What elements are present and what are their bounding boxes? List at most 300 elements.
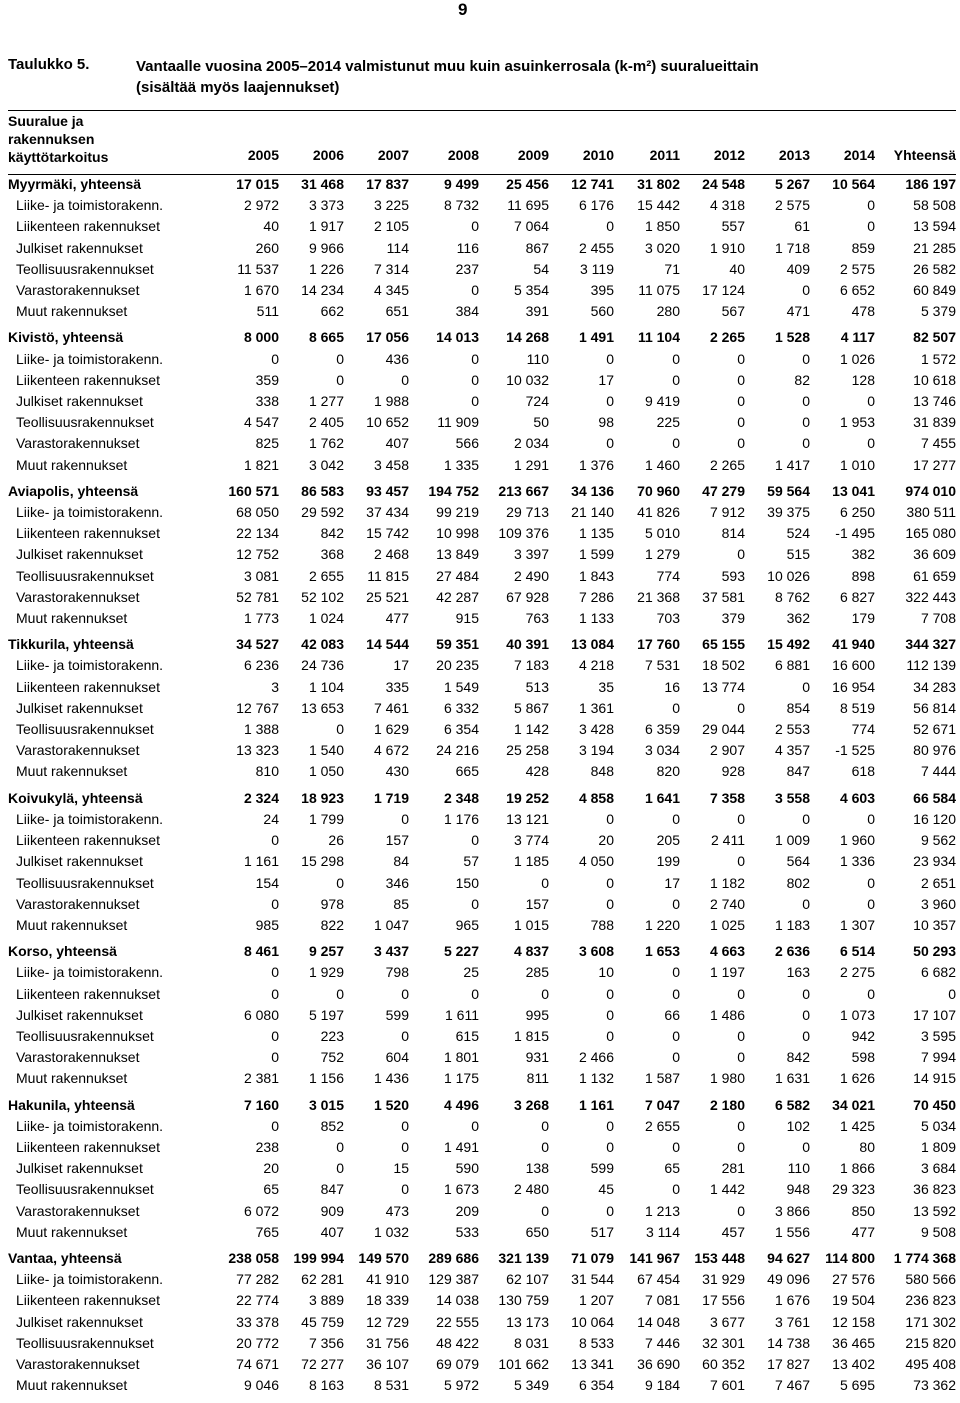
cell-value: 281 xyxy=(721,1160,745,1177)
cell-value: 12 752 xyxy=(236,546,279,563)
cell-value: 5 354 xyxy=(513,282,549,299)
cell-value: 13 323 xyxy=(236,742,279,759)
cell-value: 42 287 xyxy=(436,588,479,605)
cell-value: 0 xyxy=(471,393,479,410)
table-row xyxy=(8,1158,956,1179)
cell-value: 909 xyxy=(320,1202,344,1219)
table-body xyxy=(8,169,956,1396)
row-label: Liike- ja toimistorakenn. xyxy=(16,1117,164,1134)
row-label: Liike- ja toimistorakenn. xyxy=(16,657,164,674)
row-label: Muut rakennukset xyxy=(16,916,128,933)
cell-value: 0 xyxy=(802,895,810,912)
cell-value: 6 354 xyxy=(443,721,479,738)
row-label: Julkiset rakennukset xyxy=(16,853,143,870)
cell-value: 1 572 xyxy=(920,350,956,367)
cell-value: 4 050 xyxy=(578,853,614,870)
cell-value: 26 xyxy=(328,832,344,849)
table-row xyxy=(8,1068,956,1089)
cell-value: 0 xyxy=(606,1027,614,1044)
cell-value: 5 197 xyxy=(308,1006,344,1023)
cell-value: 34 527 xyxy=(236,636,279,653)
row-label: Teollisuusrakennukset xyxy=(16,1181,154,1198)
cell-value: 31 802 xyxy=(637,176,680,192)
cell-value: 65 xyxy=(263,1181,279,1198)
cell-value: 0 xyxy=(471,985,479,1002)
cell-value: 0 xyxy=(541,985,549,1002)
cell-value: 2 265 xyxy=(709,456,745,473)
cell-value: 1 611 xyxy=(445,1006,479,1023)
group-total-row xyxy=(8,1248,956,1269)
row-label: Julkiset rakennukset xyxy=(16,1006,143,1023)
cell-value: 1 047 xyxy=(373,916,409,933)
cell-value: 186 197 xyxy=(905,176,956,192)
cell-value: 102 xyxy=(786,1117,810,1134)
cell-value: 40 xyxy=(729,260,745,277)
cell-value: 0 xyxy=(867,197,875,214)
cell-value: 153 448 xyxy=(694,1249,745,1266)
cell-value: 37 434 xyxy=(366,504,409,521)
cell-value: 662 xyxy=(320,303,344,320)
cell-value: 31 544 xyxy=(571,1271,614,1288)
cell-value: 0 xyxy=(672,895,680,912)
cell-value: 11 695 xyxy=(507,197,549,214)
cell-value: 898 xyxy=(851,567,875,584)
cell-value: 2 381 xyxy=(243,1070,279,1087)
cell-value: 1 207 xyxy=(578,1292,614,1309)
cell-value: 1 213 xyxy=(644,1202,680,1219)
row-label: Teollisuusrakennukset xyxy=(16,414,154,431)
cell-value: 10 998 xyxy=(436,525,479,542)
cell-value: 2 740 xyxy=(709,895,745,912)
cell-value: 9 966 xyxy=(308,239,344,256)
cell-value: 13 774 xyxy=(702,678,745,695)
cell-value: 1 307 xyxy=(839,916,875,933)
cell-value: 1 024 xyxy=(308,610,344,627)
cell-value: 0 xyxy=(606,985,614,1002)
cell-value: 9 419 xyxy=(644,393,680,410)
cell-value: 9 562 xyxy=(920,832,956,849)
cell-value: 0 xyxy=(737,1027,745,1044)
cell-value: 8 461 xyxy=(243,943,279,960)
cell-value: 59 564 xyxy=(767,482,810,499)
cell-value: 4 318 xyxy=(709,197,745,214)
cell-value: 40 391 xyxy=(506,636,549,653)
cell-value: 24 548 xyxy=(702,176,745,192)
cell-value: 1 009 xyxy=(774,832,810,849)
cell-value: -1 525 xyxy=(835,742,875,759)
cell-value: 0 xyxy=(471,282,479,299)
cell-value: 238 xyxy=(255,1138,279,1155)
cell-value: 7 455 xyxy=(920,435,956,452)
cell-value: 0 xyxy=(401,985,409,1002)
cell-value: 1 718 xyxy=(774,239,810,256)
cell-value: 598 xyxy=(851,1049,875,1066)
cell-value: 1 917 xyxy=(308,218,344,235)
cell-value: 811 xyxy=(526,1070,549,1087)
cell-value: 25 456 xyxy=(506,176,549,192)
table-row xyxy=(8,698,956,719)
cell-value: 101 662 xyxy=(498,1355,549,1372)
cell-value: 1 161 xyxy=(243,853,279,870)
cell-value: 1 073 xyxy=(839,1006,875,1023)
table-header-row xyxy=(8,112,956,169)
cell-value: 17 015 xyxy=(236,176,279,192)
cell-value: 7 912 xyxy=(709,504,745,521)
cell-value: 24 216 xyxy=(436,742,479,759)
cell-value: 0 xyxy=(802,985,810,1002)
cell-value: 65 155 xyxy=(702,636,745,653)
cell-value: 513 xyxy=(525,678,549,695)
cell-value: 1 653 xyxy=(644,943,680,960)
cell-value: 0 xyxy=(737,1117,745,1134)
cell-value: 3 866 xyxy=(774,1202,810,1219)
cell-value: 13 746 xyxy=(913,393,956,410)
cell-value: 15 442 xyxy=(637,197,680,214)
cell-value: 70 960 xyxy=(637,482,680,499)
row-label: Myyrmäki, yhteensä xyxy=(8,176,142,192)
caption-title-line-1: Vantaalle vuosina 2005–2014 valmistunut muu kuin asuinkerrosala (k-m²) suuralueittain xyxy=(136,58,759,75)
row-label: Liikenteen rakennukset xyxy=(16,832,160,849)
cell-value: 10 618 xyxy=(913,371,956,388)
cell-value: 3 458 xyxy=(373,456,409,473)
cell-value: 59 351 xyxy=(436,636,479,653)
cell-value: 0 xyxy=(336,1160,344,1177)
cell-value: 11 815 xyxy=(367,567,409,584)
cell-value: 1 629 xyxy=(373,721,409,738)
row-label: Liike- ja toimistorakenn. xyxy=(16,810,164,827)
cell-value: 110 xyxy=(787,1160,810,1177)
cell-value: 1 142 xyxy=(513,721,549,738)
cell-value: 39 375 xyxy=(767,504,810,521)
row-label: Teollisuusrakennukset xyxy=(16,567,154,584)
cell-value: 36 465 xyxy=(832,1334,875,1351)
cell-value: 36 690 xyxy=(637,1355,680,1372)
cell-value: 19 252 xyxy=(506,789,549,806)
row-label: Korso, yhteensä xyxy=(8,943,117,960)
cell-value: 1 010 xyxy=(839,456,875,473)
cell-value: 9 508 xyxy=(920,1223,956,1240)
cell-value: 604 xyxy=(385,1049,409,1066)
cell-value: 0 xyxy=(672,350,680,367)
cell-value: 12 158 xyxy=(832,1313,875,1330)
cell-value: 109 376 xyxy=(498,525,549,542)
cell-value: 0 xyxy=(867,218,875,235)
cell-value: 1 587 xyxy=(644,1070,680,1087)
cell-value: 56 814 xyxy=(913,699,956,716)
cell-value: 1 549 xyxy=(443,678,479,695)
cell-value: 14 038 xyxy=(436,1292,479,1309)
cell-value: 10 652 xyxy=(366,414,409,431)
cell-value: 6 514 xyxy=(839,943,875,960)
cell-value: 61 xyxy=(794,218,810,235)
cell-value: 7 047 xyxy=(644,1096,680,1113)
cell-value: 0 xyxy=(541,874,549,891)
cell-value: 6 354 xyxy=(578,1377,614,1394)
cell-value: 428 xyxy=(525,763,549,780)
cell-value: 280 xyxy=(656,303,680,320)
cell-value: 52 671 xyxy=(913,721,956,738)
cell-value: 0 xyxy=(867,985,875,1002)
cell-value: 67 928 xyxy=(506,588,549,605)
cell-value: 1 026 xyxy=(839,350,875,367)
table-row xyxy=(8,370,956,391)
cell-value: 215 820 xyxy=(905,1334,956,1351)
row-label: Julkiset rakennukset xyxy=(16,699,143,716)
cell-value: 6 652 xyxy=(839,282,875,299)
cell-value: 2 972 xyxy=(243,197,279,214)
cell-value: 16 xyxy=(664,678,680,695)
cell-value: 0 xyxy=(401,1138,409,1155)
cell-value: 0 xyxy=(672,1181,680,1198)
cell-value: 27 484 xyxy=(436,567,479,584)
caption-title-line-2: (sisältää myös laajennukset) xyxy=(136,79,340,96)
cell-value: 0 xyxy=(672,1027,680,1044)
cell-value: 2 348 xyxy=(443,789,479,806)
cell-value: 814 xyxy=(721,525,745,542)
cell-value: 260 xyxy=(255,239,279,256)
row-label: Varastorakennukset xyxy=(16,282,140,299)
cell-value: 0 xyxy=(336,874,344,891)
cell-value: 0 xyxy=(541,1138,549,1155)
cell-value: 10 357 xyxy=(913,916,956,933)
cell-value: 223 xyxy=(320,1027,344,1044)
cell-value: 149 570 xyxy=(358,1249,409,1266)
cell-value: 41 940 xyxy=(832,636,875,653)
cell-value: 1 336 xyxy=(839,853,875,870)
row-label: Teollisuusrakennukset xyxy=(16,1027,154,1044)
cell-value: 0 xyxy=(737,810,745,827)
cell-value: 0 xyxy=(867,435,875,452)
cell-value: 798 xyxy=(385,964,409,981)
cell-value: 1 133 xyxy=(578,610,614,627)
cell-value: 29 713 xyxy=(506,504,549,521)
row-label: Teollisuusrakennukset xyxy=(16,721,154,738)
row-label: Teollisuusrakennukset xyxy=(16,260,154,277)
cell-value: 3 960 xyxy=(920,895,956,912)
cell-value: 285 xyxy=(525,964,549,981)
cell-value: 1 460 xyxy=(644,456,680,473)
table-row xyxy=(8,1375,956,1396)
cell-value: 74 671 xyxy=(236,1355,279,1372)
header-col-2009: 2009 xyxy=(517,146,549,163)
cell-value: 36 609 xyxy=(913,546,956,563)
cell-value: 6 236 xyxy=(243,657,279,674)
cell-value: 0 xyxy=(737,546,745,563)
table-row xyxy=(8,412,956,433)
cell-value: 13 173 xyxy=(506,1313,549,1330)
cell-value: 0 xyxy=(737,853,745,870)
cell-value: 6 827 xyxy=(839,588,875,605)
cell-value: 5 695 xyxy=(839,1377,875,1394)
cell-value: 1 376 xyxy=(578,456,614,473)
cell-value: 567 xyxy=(721,303,745,320)
cell-value: 2 455 xyxy=(578,239,614,256)
cell-value: 20 235 xyxy=(436,657,479,674)
cell-value: 593 xyxy=(721,567,745,584)
cell-value: 7 358 xyxy=(709,789,745,806)
cell-value: 335 xyxy=(385,678,409,695)
table-row xyxy=(8,502,956,523)
cell-value: 0 xyxy=(606,350,614,367)
header-col-2011: 2011 xyxy=(649,146,680,163)
cell-value: 0 xyxy=(672,435,680,452)
cell-value: 14 268 xyxy=(506,329,549,346)
cell-value: 1 025 xyxy=(709,916,745,933)
cell-value: 362 xyxy=(786,610,810,627)
cell-value: 0 xyxy=(948,985,956,1002)
cell-value: 703 xyxy=(656,610,680,627)
cell-value: 128 xyxy=(851,371,875,388)
cell-value: 1 626 xyxy=(839,1070,875,1087)
page-number: 9 xyxy=(458,0,468,19)
table-row xyxy=(8,1137,956,1158)
cell-value: 3 373 xyxy=(308,197,344,214)
table-row xyxy=(8,587,956,608)
cell-value: 0 xyxy=(271,895,279,912)
cell-value: 85 xyxy=(393,895,409,912)
cell-value: 0 xyxy=(737,350,745,367)
cell-value: 3 684 xyxy=(920,1160,956,1177)
cell-value: 69 079 xyxy=(436,1355,479,1372)
cell-value: 1 631 xyxy=(774,1070,810,1087)
table-row xyxy=(8,851,956,872)
cell-value: 852 xyxy=(320,1117,344,1134)
cell-value: 1 015 xyxy=(513,916,549,933)
cell-value: 511 xyxy=(256,303,279,320)
cell-value: 1 156 xyxy=(308,1070,344,1087)
cell-value: 1 821 xyxy=(243,456,279,473)
cell-value: 1 417 xyxy=(774,456,810,473)
table-row xyxy=(8,830,956,851)
cell-value: 10 026 xyxy=(767,567,810,584)
cell-value: 0 xyxy=(336,1138,344,1155)
cell-value: 1 161 xyxy=(578,1096,614,1113)
cell-value: 54 xyxy=(533,260,549,277)
cell-value: 1 486 xyxy=(709,1006,745,1023)
cell-value: 0 xyxy=(336,350,344,367)
cell-value: 238 058 xyxy=(228,1249,279,1266)
table-row xyxy=(8,1201,956,1222)
cell-value: 37 581 xyxy=(702,588,745,605)
cell-value: 407 xyxy=(320,1223,344,1240)
cell-value: 524 xyxy=(786,525,810,542)
cell-value: 4 672 xyxy=(373,742,409,759)
cell-value: 1 436 xyxy=(373,1070,409,1087)
cell-value: 5 227 xyxy=(443,943,479,960)
cell-value: 9 257 xyxy=(308,943,344,960)
row-label: Teollisuusrakennukset xyxy=(16,1334,154,1351)
cell-value: 995 xyxy=(525,1006,549,1023)
cell-value: 62 281 xyxy=(301,1271,344,1288)
row-label: Liike- ja toimistorakenn. xyxy=(16,1271,164,1288)
cell-value: 0 xyxy=(471,832,479,849)
cell-value: 650 xyxy=(525,1223,549,1240)
cell-value: 8 531 xyxy=(373,1377,409,1394)
cell-value: 1 135 xyxy=(578,525,614,542)
cell-value: 15 742 xyxy=(366,525,409,542)
cell-value: 8 519 xyxy=(839,699,875,716)
cell-value: 407 xyxy=(385,435,409,452)
cell-value: 0 xyxy=(606,1006,614,1023)
cell-value: 130 759 xyxy=(498,1292,549,1309)
cell-value: 0 xyxy=(737,985,745,1002)
cell-value: 36 823 xyxy=(913,1181,956,1198)
cell-value: 2 105 xyxy=(373,218,409,235)
cell-value: 9 184 xyxy=(644,1377,680,1394)
row-label: Tikkurila, yhteensä xyxy=(8,636,134,653)
cell-value: 6 176 xyxy=(578,197,614,214)
cell-value: 1 050 xyxy=(308,763,344,780)
cell-value: 1 176 xyxy=(443,810,479,827)
cell-value: 6 682 xyxy=(920,964,956,981)
table-row xyxy=(8,1222,956,1243)
cell-value: 35 xyxy=(598,678,614,695)
cell-value: 6 881 xyxy=(774,657,810,674)
cell-value: 1 929 xyxy=(308,964,344,981)
cell-value: 71 xyxy=(664,260,680,277)
cell-value: 599 xyxy=(385,1006,409,1023)
cell-value: 942 xyxy=(851,1027,875,1044)
cell-value: 0 xyxy=(802,350,810,367)
cell-value: 34 136 xyxy=(571,482,614,499)
cell-value: 359 xyxy=(255,371,279,388)
cell-value: 7 994 xyxy=(920,1049,956,1066)
cell-value: 2 575 xyxy=(774,197,810,214)
cell-value: 599 xyxy=(590,1160,614,1177)
table-row xyxy=(8,1290,956,1311)
cell-value: 31 756 xyxy=(366,1334,409,1351)
table-row xyxy=(8,962,956,983)
cell-value: 430 xyxy=(385,763,409,780)
cell-value: 0 xyxy=(802,282,810,299)
table-row xyxy=(8,719,956,740)
cell-value: 0 xyxy=(336,371,344,388)
cell-value: 1 491 xyxy=(443,1138,479,1155)
table-row xyxy=(8,216,956,237)
cell-value: 114 800 xyxy=(825,1249,875,1266)
cell-value: 34 283 xyxy=(913,678,956,695)
cell-value: 847 xyxy=(786,763,810,780)
cell-value: 0 xyxy=(471,1117,479,1134)
cell-value: 13 653 xyxy=(301,699,344,716)
row-label: Muut rakennukset xyxy=(16,1377,128,1394)
cell-value: 21 140 xyxy=(571,504,614,521)
cell-value: 20 xyxy=(598,832,614,849)
cell-value: 344 327 xyxy=(905,636,956,653)
row-label: Muut rakennukset xyxy=(16,610,128,627)
cell-value: 822 xyxy=(320,916,344,933)
cell-value: 129 387 xyxy=(428,1271,479,1288)
cell-value: 867 xyxy=(525,239,549,256)
cell-value: 5 867 xyxy=(513,699,549,716)
cell-value: 179 xyxy=(851,610,875,627)
cell-value: 1 801 xyxy=(443,1049,479,1066)
cell-value: 1 132 xyxy=(578,1070,614,1087)
cell-value: 0 xyxy=(867,895,875,912)
table-row xyxy=(8,238,956,259)
cell-value: 1 183 xyxy=(774,916,810,933)
group-total-row xyxy=(8,174,956,195)
table-row xyxy=(8,1026,956,1047)
cell-value: 321 139 xyxy=(498,1249,549,1266)
cell-value: 7 081 xyxy=(644,1292,680,1309)
cell-value: 205 xyxy=(656,832,680,849)
cell-value: 8 762 xyxy=(774,588,810,605)
cell-value: 1 182 xyxy=(709,874,745,891)
cell-value: 62 107 xyxy=(506,1271,549,1288)
cell-value: 0 xyxy=(471,350,479,367)
cell-value: 6 080 xyxy=(243,1006,279,1023)
